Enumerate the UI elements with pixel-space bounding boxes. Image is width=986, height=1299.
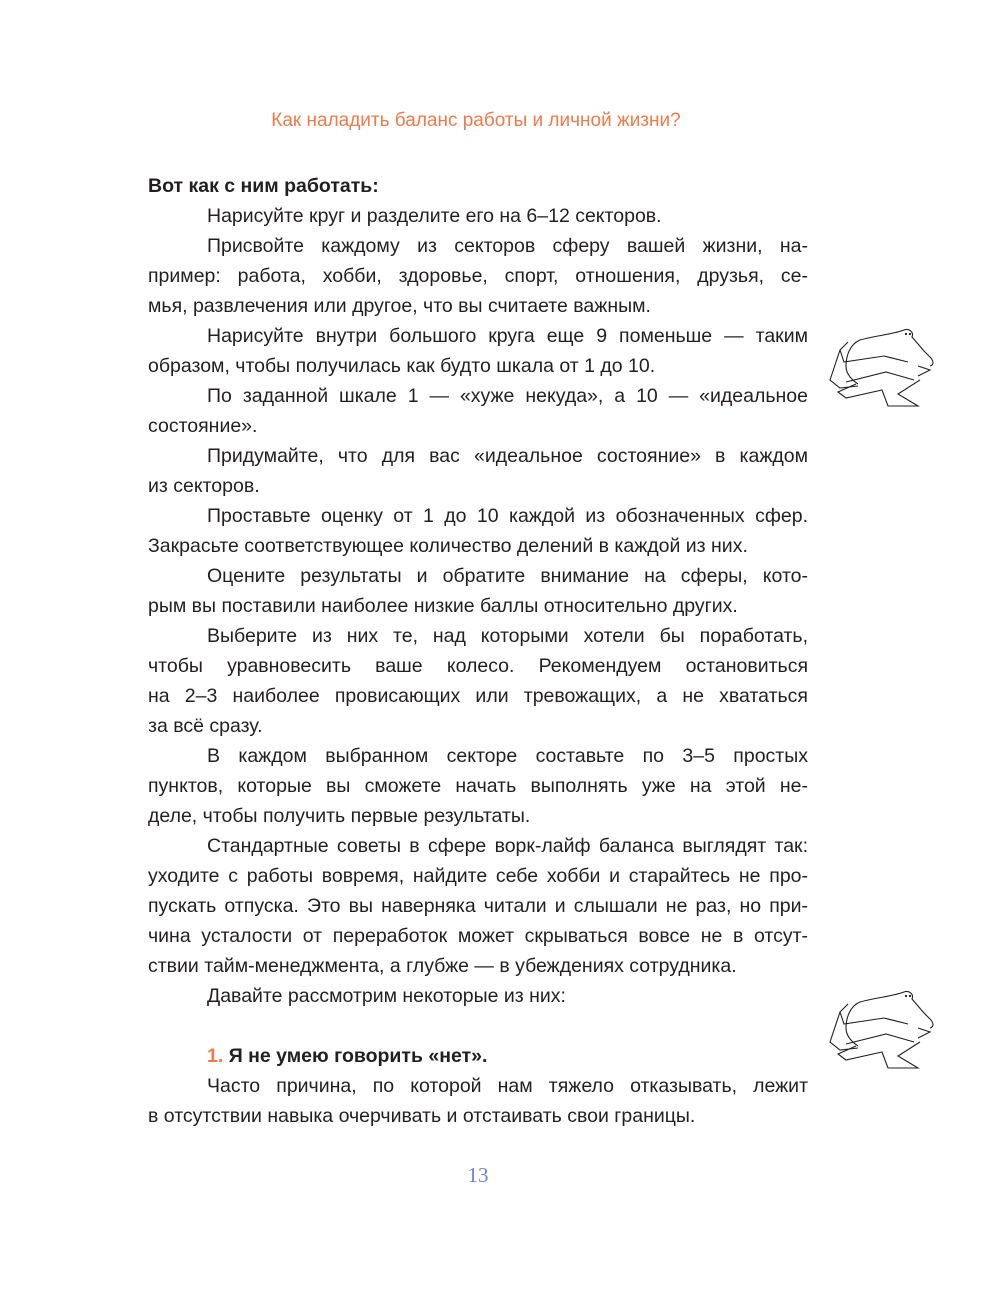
paragraph-line: мья, развлечения или другое, что вы считаете важным. <box>148 295 651 317</box>
paragraph-line: чина усталости от переработок может скрываться вовсе не в отсут- <box>148 925 808 947</box>
spacer <box>148 1011 808 1041</box>
paragraph-line: Придумайте, что для вас «идеальное состояние» в каждом <box>207 445 808 467</box>
paragraph-line: Стандартные советы в сфере ворк-лайф баланса выглядят так: <box>207 835 808 857</box>
page-number-text: 13 <box>467 1163 489 1187</box>
paragraph-line: Присвойте каждому из секторов сферу вашей жизни, на- <box>207 235 808 257</box>
paragraph-line: пунктов, которые вы сможете начать выполнять уже на этой не- <box>148 775 808 797</box>
running-header-title: Как наладить баланс работы и личной жизни? <box>271 110 681 131</box>
paragraph-line: деле, чтобы получить первые результаты. <box>148 805 531 827</box>
paragraph-line: Нарисуйте внутри большого круга еще 9 поменьше — таким <box>207 325 808 347</box>
paragraph-line: Нарисуйте круг и разделите его на 6–12 секторов. <box>207 205 662 227</box>
running-header <box>0 110 986 132</box>
section-paragraphs <box>148 1071 808 1131</box>
paragraph-line: уходите с работы вовремя, найдите себе хобби и старайтесь не про- <box>148 865 808 887</box>
intro-heading: Вот как с ним работать: <box>148 175 379 197</box>
paragraph-line: ствии тайм-менеджмента, а глубже — в убеждениях сотрудника. <box>148 955 737 977</box>
paragraphs <box>148 201 808 1011</box>
section-title: Я не умею говорить «нет». <box>228 1045 488 1067</box>
paragraph-line: рым вы поставили наиболее низкие баллы относительно других. <box>148 595 738 617</box>
page-body <box>148 171 808 1131</box>
paragraph-line: за всё сразу. <box>148 715 263 737</box>
section-number: 1. <box>207 1045 224 1067</box>
page-number <box>0 1163 986 1188</box>
paragraph-line: В каждом выбранном секторе составьте по 3–5 простых <box>207 745 808 767</box>
paragraph-line: пускать отпуска. Это вы наверняка читали и слышали не раз, но при- <box>148 895 808 917</box>
character-with-papers-illustration-icon <box>826 988 938 1072</box>
paragraph-line: По заданной шкале 1 — «хуже некуда», а 10 — «идеальное <box>207 385 808 407</box>
section-heading <box>148 1041 808 1071</box>
paragraph-line: образом, чтобы получилась как будто шкала от 1 до 10. <box>148 355 656 377</box>
paragraph-line: Выберите из них те, над которыми хотели бы поработать, <box>207 625 808 647</box>
paragraph-line: из секторов. <box>148 475 260 497</box>
paragraph-line: Давайте рассмотрим некоторые из них: <box>207 985 566 1007</box>
paragraph-line: Часто причина, по которой нам тяжело отказывать, лежит <box>207 1075 808 1097</box>
paragraph-line: в отсутствии навыка очерчивать и отстаивать свои границы. <box>148 1105 696 1127</box>
paragraph-line: Проставьте оценку от 1 до 10 каждой из обозначенных сфер. <box>207 505 808 527</box>
paragraph-line: Оцените результаты и обратите внимание на сферы, кото- <box>207 565 808 587</box>
paragraph-line: на 2–3 наиболее провисающих или тревожащих, а не хвататься <box>148 685 808 707</box>
paragraph-line: чтобы уравновесить ваше колесо. Рекомендуем остановиться <box>148 655 808 677</box>
paragraph-line: состояние». <box>148 415 258 437</box>
paragraph-line: Закрасьте соответствующее количество делений в каждой из них. <box>148 535 748 557</box>
paragraph-line: пример: работа, хобби, здоровье, спорт, отношения, друзья, се- <box>148 265 808 287</box>
character-with-papers-illustration-icon <box>826 326 938 410</box>
